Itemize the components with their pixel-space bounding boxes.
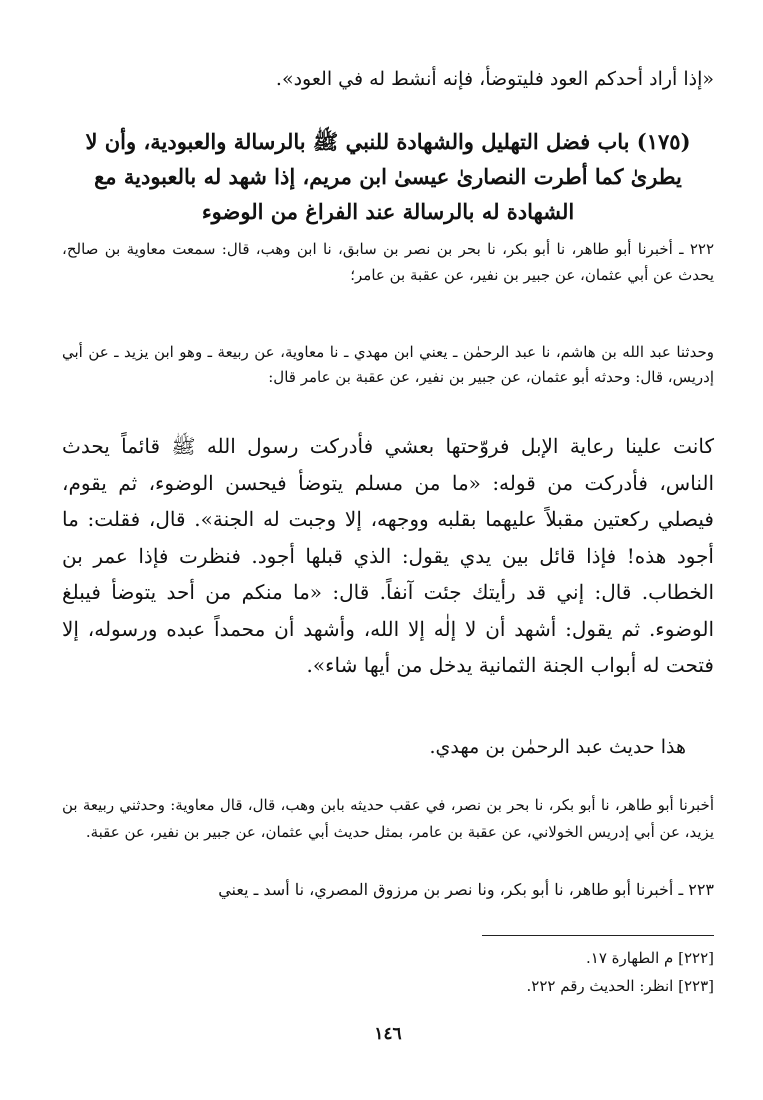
isnad-223: ٢٢٣ ـ أخبرنا أبو طاهر، نا أبو بكر، ونا نصر بن مرزوق المصري، نا أسد ـ يعني	[218, 880, 714, 899]
author-comment: هذا حديث عبد الرحمٰن بن مهدي.	[429, 736, 686, 758]
isnad-222-first-chain: ٢٢٢ ـ أخبرنا أبو طاهر، نا أبو بكر، نا بحر بن نصر بن سابق، نا ابن وهب، قال: سمعت معاوية بن صالح، يحدث عن أبي عثمان، عن جبير بن نفير، عن عقبة بن عامر؛	[62, 240, 714, 284]
page-number: ١٤٦	[374, 1024, 402, 1044]
chapter-heading: (١٧٥) باب فضل التهليل والشهادة للنبي ﷺ بالرسالة والعبودية، وأن لا يطرىٰ كما أطرت النصارىٰ عيسىٰ ابن مريم، إذا شهد له بالعبودية مع الشهادة له بالرسالة عند الفراغ من الوضوء	[85, 129, 691, 224]
footnote-divider	[482, 935, 714, 936]
footnote-222: [٢٢٢] م الطهارة ١٧.	[585, 949, 714, 967]
hadith-text: كانت علينا رعاية الإبل فروّحتها بعشي فأدركت رسول الله ﷺ قائماً يحدث الناس، فأدركت من قوله: «ما من مسلم يتوضأ فيحسن الوضوء، ثم يقوم، فيصلي ركعتين مقبلاً عليهما بقلبه ووجهه، إلا وجبت له الجنة». قال، فقلت: ما أجود هذه! فإذا قائل بين يدي يقول: الذي قبلها أجود. فنظرت فإذا عمر بن الخطاب. قال: إني قد رأيتك جئت آنفاً. قال: «ما منكم من أحد يتوضأ فيبلغ الوضوء. ثم يقول: أشهد أن لا إلٰه إلا الله، وأشهد أن محمداً عبده ورسوله، إلا فتحت له أبواب الجنة الثمانية يدخل من أيها شاء».	[62, 434, 714, 677]
footnote-223: [٢٢٣] انظر: الحديث رقم ٢٢٢.	[526, 977, 714, 995]
isnad-222-third-chain: أخبرنا أبو طاهر، نا أبو بكر، نا بحر بن نصر، في عقب حديثه بابن وهب، قال، قال معاوية: وحدثني ربيعة بن يزيد، عن أبي إدريس الخولاني، عن عقبة بن عامر، بمثل حديث أبي عثمان، عن جبير بن نفير، عن عقبة.	[62, 796, 714, 841]
isnad-222-second-chain: وحدثنا عبد الله بن هاشم، نا عبد الرحمٰن ـ يعني ابن مهدي ـ نا معاوية، عن ربيعة ـ وهو ابن يزيد ـ عن أبي إدريس، قال: وحدثه أبو عثمان، عن جبير بن نفير، عن عقبة بن عامر قال:	[62, 343, 714, 386]
footnotes	[62, 944, 714, 1000]
opening-hadith-quote: «إذا أراد أحدكم العود فليتوضأ، فإنه أنشط له في العود».	[275, 68, 714, 90]
book-page	[62, 0, 714, 1100]
